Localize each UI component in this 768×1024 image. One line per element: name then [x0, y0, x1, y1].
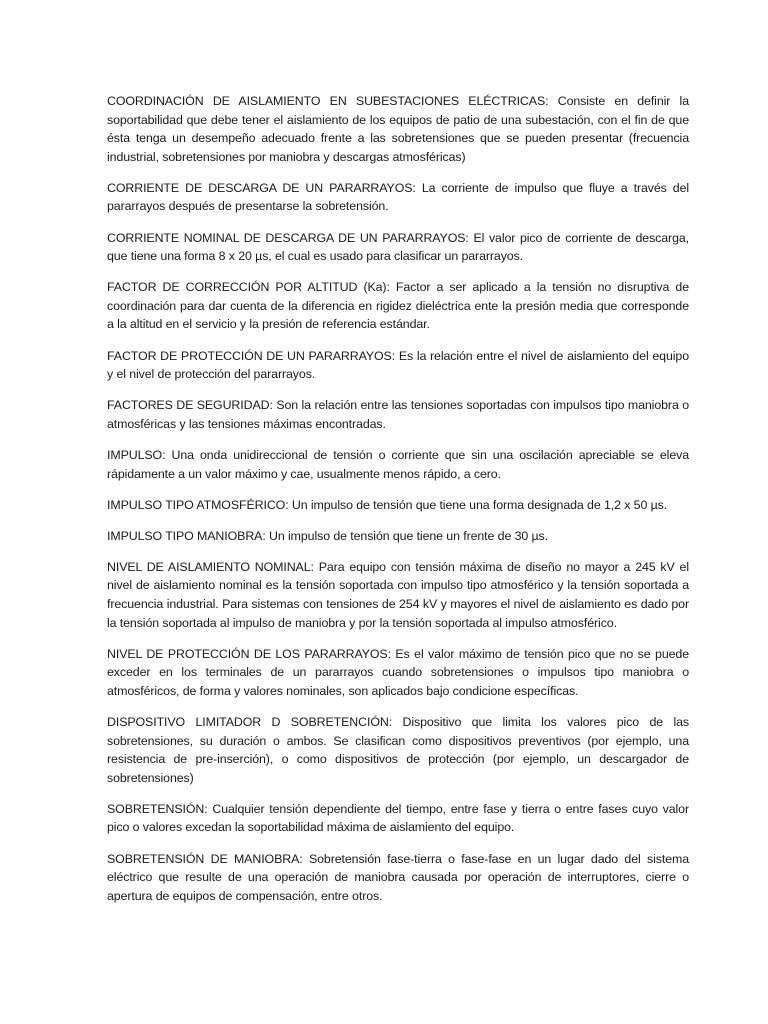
- entry-term: CORRIENTE NOMINAL DE DESCARGA DE UN PARARRAYOS:: [107, 230, 469, 245]
- glossary-entry-factor-altitud: [107, 278, 689, 334]
- entry-term: IMPULSO TIPO ATMOSFÉRICO:: [107, 497, 289, 512]
- entry-term: DISPOSITIVO LIMITADOR D SOBRETENCIÓN:: [107, 714, 393, 729]
- glossary-entry-corriente-nominal: [107, 229, 689, 266]
- glossary-entry-nivel-proteccion: [107, 645, 689, 701]
- glossary-entry-corriente-descarga: [107, 179, 689, 216]
- entry-definition: Para equipo con tensión máxima de diseño no mayor a 245 kV el nivel de aislamiento nominal es la tensión soportada con impulso tipo atmosférico y la tensión soportada a frecuencia industrial. Para sistemas con tensiones de 254 kV y mayores el nivel de aislamiento es dado por la tensión soportada al impulso de maniobra y por la tensión soportada al impulso atmosférico.: [107, 559, 689, 630]
- entry-term: IMPULSO TIPO MANIOBRA:: [107, 528, 266, 543]
- entry-term: FACTOR DE PROTECCIÓN DE UN PARARRAYOS:: [107, 348, 396, 363]
- entry-definition: Dispositivo que limita los valores pico de las sobretensiones, su duración o ambos. Se clasifican como dispositivos preventivos (por ejemplo, una resistencia de pre-inserción), o como dispositivos de protección (por ejemplo, un descargador de sobretensiones): [107, 714, 689, 785]
- glossary-entry-factor-proteccion: [107, 347, 689, 384]
- entry-definition: Es el valor máximo de tensión pico que no se puede exceder en los terminales de un pararrayos cuando sobretensiones o impulsos tipo maniobra o atmosféricos, de forma y valores nominales, son aplicados bajo condicione específicas.: [107, 646, 689, 698]
- glossary-document: [107, 92, 689, 918]
- glossary-entry-factores-seguridad: [107, 396, 689, 433]
- entry-definition: Consiste en definir la soportabilidad que debe tener el aislamiento de los equipos de patio de una subestación, con el fin de que ésta tenga un desempeño adecuado frente a las sobretensiones que se pueden presentar (frecuencia industrial, sobretensiones por maniobra y descargas atmosféricas): [107, 94, 689, 164]
- entry-term: NIVEL DE AISLAMIENTO NOMINAL:: [107, 559, 314, 574]
- entry-term: SOBRETENSIÓN:: [107, 801, 208, 816]
- entry-definition: El valor pico de corriente de descarga, que tiene una forma 8 x 20 µs, el cual es usado para clasificar un pararrayos.: [107, 230, 689, 264]
- entry-term: IMPULSO:: [107, 447, 166, 462]
- glossary-entry-sobretension-maniobra: [107, 850, 689, 906]
- entry-term: COORDINACIÓN DE AISLAMIENTO EN SUBESTACIONES ELÉCTRICAS:: [107, 94, 549, 108]
- entry-definition: Cualquier tensión dependiente del tiempo, entre fase y tierra o entre fases cuyo valor pico o valores excedan la soportabilidad máxima de aislamiento del equipo.: [107, 801, 689, 835]
- entry-term: SOBRETENSIÓN DE MANIOBRA:: [107, 851, 303, 866]
- entry-definition: Factor a ser aplicado a la tensión no disruptiva de coordinación para dar cuenta de la diferencia en rigidez dieléctrica ente la presión media que corresponde a la altitud en el servicio y la presión de referencia estándar.: [107, 280, 689, 332]
- glossary-entry-sobretension: [107, 800, 689, 837]
- entry-definition: Un impulso de tensión que tiene una forma designada de 1,2 x 50 µs.: [291, 497, 668, 512]
- entry-definition: Una onda unidireccional de tensión o corriente que sin una oscilación apreciable se eleva rápidamente a un valor máximo y cae, usualmente menos rápido, a cero.: [107, 447, 689, 481]
- entry-definition: Es la relación entre el nivel de aislamiento del equipo y el nivel de protección del pararrayos.: [107, 348, 689, 382]
- glossary-entry-nivel-aislamiento: [107, 558, 689, 632]
- glossary-entry-coordinacion: [107, 92, 689, 166]
- entry-term: FACTOR DE CORRECCIÓN POR ALTITUD (Ka):: [107, 280, 390, 295]
- entry-definition: Un impulso de tensión que tiene un frente de 30 µs.: [269, 528, 548, 543]
- glossary-entry-impulso-maniobra: [107, 527, 689, 546]
- glossary-entry-dispositivo-limitador: [107, 713, 689, 787]
- glossary-entry-impulso: [107, 446, 689, 483]
- entry-term: NIVEL DE PROTECCIÓN DE LOS PARARRAYOS:: [107, 646, 391, 661]
- entry-term: CORRIENTE DE DESCARGA DE UN PARARRAYOS:: [107, 180, 416, 195]
- entry-term: FACTORES DE SEGURIDAD:: [107, 398, 273, 413]
- entry-definition: Sobretensión fase-tierra o fase-fase en un lugar dado del sistema eléctrico que resulte de una operación de maniobra causada por operación de interruptores, cierre o apertura de equipos de compensación, entre otros.: [107, 851, 690, 903]
- entry-definition: La corriente de impulso que fluye a través del pararrayos después de presentarse la sobretensión.: [107, 180, 690, 214]
- entry-definition: Son la relación entre las tensiones soportadas con impulsos tipo maniobra o atmosféricas y las tensiones máximas encontradas.: [107, 398, 689, 431]
- glossary-entry-impulso-atmosferico: [107, 496, 689, 515]
